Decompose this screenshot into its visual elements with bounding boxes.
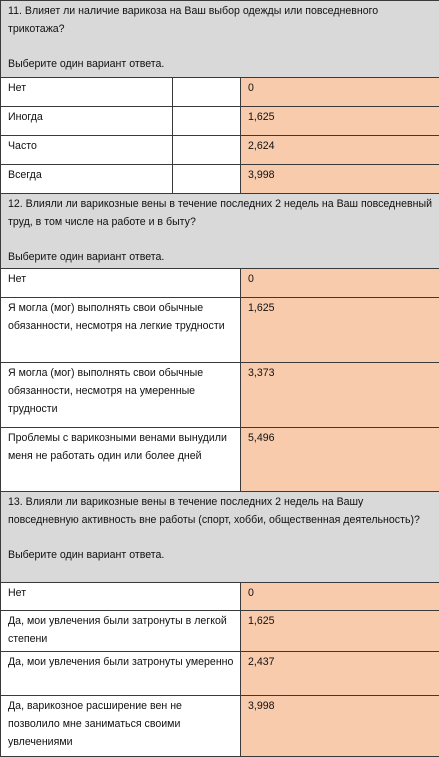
answer-label: Да, мои увлечения были затронуты умеренно (1, 651, 241, 695)
answer-row (1, 611, 439, 652)
answer-label: Нет (1, 269, 241, 298)
answer-value: 1,625 (241, 298, 439, 363)
answer-spacer (173, 165, 241, 194)
answer-label: Да, мои увлечения были затронуты в легкой степени (1, 611, 241, 652)
answer-spacer (173, 78, 241, 107)
question-row (1, 1, 439, 78)
answer-value: 0 (241, 269, 439, 298)
answer-label: Нет (1, 78, 173, 107)
question-11-cell (1, 1, 439, 78)
question-13-instruction: Выберите один вариант ответа. (8, 547, 433, 565)
answer-row (1, 136, 439, 165)
answer-row (1, 107, 439, 136)
answer-value: 1,625 (241, 107, 439, 136)
answer-value: 0 (241, 78, 439, 107)
answer-row (1, 428, 439, 492)
answer-label: Я могла (мог) выполнять свои обычные обязанности, несмотря на умеренные трудности (1, 363, 241, 428)
answer-label: Проблемы с варикозными венами вынудили меня не работать один или более дней (1, 428, 241, 492)
question-12-cell (1, 194, 439, 269)
answer-row (1, 269, 439, 298)
answer-value: 5,496 (241, 428, 439, 492)
answer-label: Всегда (1, 165, 173, 194)
answer-spacer (173, 107, 241, 136)
question-12-title: 12. Влияли ли варикозные вены в течение последних 2 недель на Ваш повседневный труд, в том числе на работе и в быту? (8, 196, 433, 232)
answer-value: 1,625 (241, 611, 439, 652)
answer-value: 3,998 (241, 165, 439, 194)
answer-row (1, 583, 439, 611)
answer-value: 0 (241, 583, 439, 611)
question-11-instruction: Выберите один вариант ответа. (8, 56, 433, 74)
answer-value: 2,437 (241, 651, 439, 695)
question-13-cell (1, 492, 439, 583)
answer-row (1, 298, 439, 363)
answer-label: Да, варикозное расширение вен не позволило мне заниматься своими увлечениями (1, 695, 241, 756)
answer-spacer (173, 136, 241, 165)
answer-row (1, 165, 439, 194)
answer-row (1, 363, 439, 428)
question-row (1, 492, 439, 583)
answer-value: 3,998 (241, 695, 439, 756)
answer-label: Нет (1, 583, 241, 611)
question-row (1, 194, 439, 269)
answer-row (1, 695, 439, 756)
question-11-title: 11. Влияет ли наличие варикоза на Ваш выбор одежды или повседневного трикотажа? (8, 3, 433, 39)
answer-value: 2,624 (241, 136, 439, 165)
answer-label: Часто (1, 136, 173, 165)
answer-label: Иногда (1, 107, 173, 136)
question-13-title: 13. Влияли ли варикозные вены в течение последних 2 недель на Вашу повседневную активность вне работы (спорт, хобби, общественная деятельность)? (8, 494, 433, 530)
answer-value: 3,373 (241, 363, 439, 428)
answer-row (1, 78, 439, 107)
answer-row (1, 651, 439, 695)
question-12-instruction: Выберите один вариант ответа. (8, 249, 433, 267)
answer-label: Я могла (мог) выполнять свои обычные обязанности, несмотря на легкие трудности (1, 298, 241, 363)
